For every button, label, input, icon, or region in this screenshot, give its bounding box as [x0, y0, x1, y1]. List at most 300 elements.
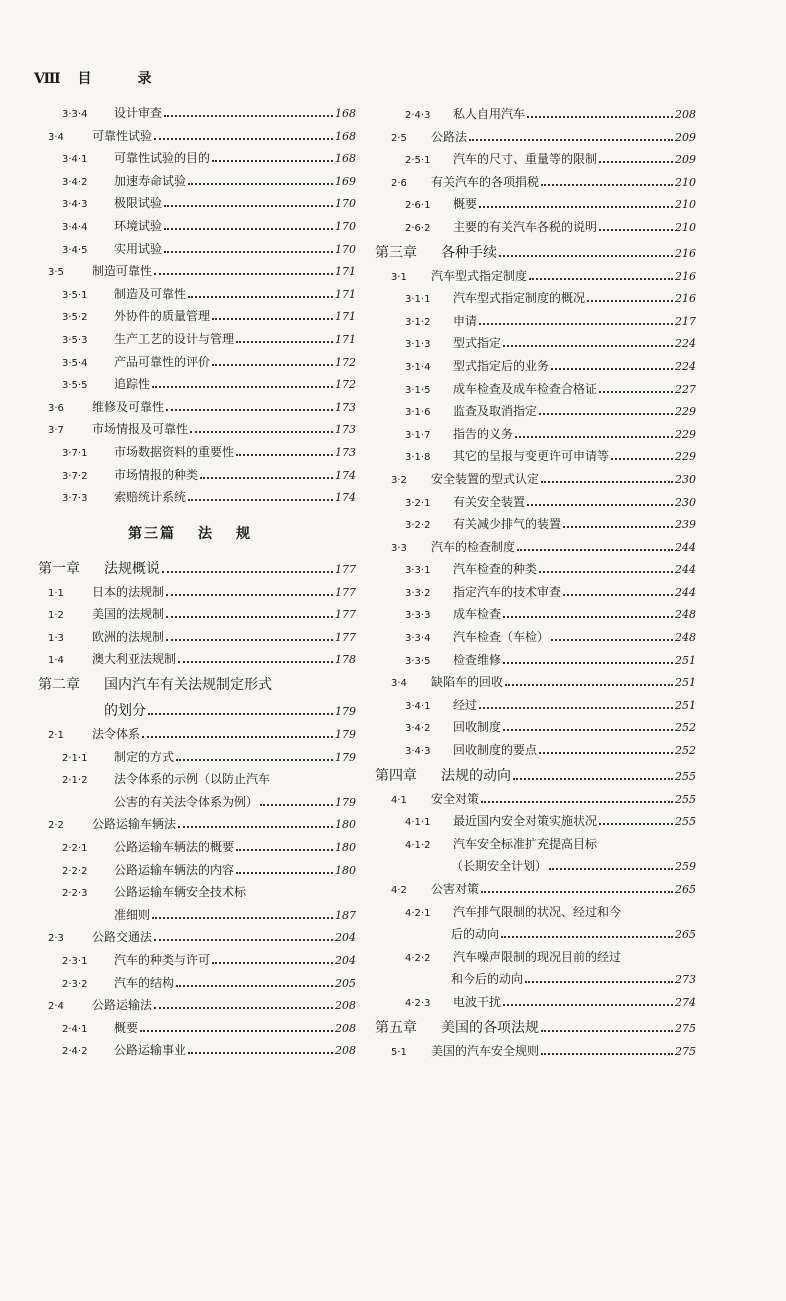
- leader-dots: [154, 1007, 333, 1009]
- toc-entry-number: 2·3: [48, 933, 64, 945]
- toc-entry: [375, 626, 696, 649]
- leader-dots: [551, 368, 673, 370]
- toc-entry-page: 255: [675, 769, 696, 783]
- leader-dots: [515, 436, 673, 438]
- toc-entry-title-cont: （长期安全计划）: [451, 859, 548, 874]
- toc-entry: [38, 125, 356, 148]
- toc-entry: [375, 241, 696, 265]
- toc-entry-title: 可靠性试验的目的: [114, 151, 211, 166]
- toc-entry-page: 168: [335, 152, 356, 166]
- leader-dots: [501, 936, 673, 938]
- toc-entry: [375, 991, 696, 1014]
- toc-entry-title: 汽车检查的种类: [453, 562, 538, 577]
- toc-entry-page: 252: [675, 744, 696, 758]
- toc-entry-title: 汽车型式指定制度的概况: [453, 291, 586, 306]
- toc-entry-title: 汽车噪声限制的现况目前的经过: [453, 949, 622, 964]
- toc-entry-number: 3·6: [48, 402, 64, 414]
- toc-entry-continuation: [375, 968, 696, 991]
- toc-entry-title: 法令体系的示例（以防止汽车: [114, 772, 271, 787]
- toc-entry-page: 171: [335, 287, 356, 301]
- toc-entry-title: 美国的各项法规: [441, 1019, 539, 1036]
- toc-entry-page: 172: [335, 378, 356, 392]
- toc-entry-title: 有关安全装置: [453, 494, 526, 509]
- toc-entry-number: 1·1: [48, 587, 64, 599]
- toc-entry-title: 指告的义务: [453, 426, 514, 441]
- toc-entry-number: 4·1: [391, 794, 407, 806]
- toc-entry-number: 3·1·8: [405, 452, 431, 464]
- toc-entry: [38, 1039, 356, 1062]
- toc-entry: [375, 126, 696, 149]
- toc-entry-number: 4·2·2: [405, 952, 431, 964]
- toc-entry-number: 3·3·4: [62, 109, 88, 120]
- toc-entry-title: 概要: [114, 1020, 139, 1035]
- toc-entry: [38, 238, 356, 261]
- toc-entry: [375, 536, 696, 559]
- toc-entry-page: 251: [675, 676, 696, 690]
- toc-entry-title: 汽车的结构: [114, 975, 175, 990]
- toc-entry-number: 3·5·4: [62, 357, 88, 369]
- toc-entry-page: 230: [675, 472, 696, 486]
- toc-entry-number: 3·2·2: [405, 520, 431, 532]
- toc-entry-title: 有关减少排气的装置: [453, 517, 562, 532]
- toc-entry-title: 回收制度的要点: [453, 743, 538, 758]
- toc-entry-page: 210: [675, 220, 696, 234]
- toc-entry-number: 3·2: [391, 474, 407, 486]
- toc-entry: [375, 716, 696, 739]
- toc-entry-title: 最近国内安全对策实施状况: [453, 814, 598, 829]
- toc-entry-number: 2·4·1: [62, 1023, 88, 1035]
- toc-entry-continuation: [375, 923, 696, 946]
- toc-entry-title: 汽车的检查制度: [431, 539, 516, 554]
- toc-entry-page: 244: [675, 563, 696, 577]
- toc-entry-title-cont: 和今后的动向: [451, 972, 524, 987]
- toc-entry-number: 3·1·1: [405, 294, 431, 306]
- leader-dots: [164, 228, 333, 230]
- toc-entry-page: 209: [675, 153, 696, 167]
- toc-entry-title: 生产工艺的设计与管理: [114, 331, 235, 346]
- toc-entry-page: 174: [335, 491, 356, 505]
- toc-entry-number: 3·5·2: [62, 312, 88, 324]
- toc-entry: [38, 881, 356, 904]
- toc-entry-title: 成车检查及成车检查合格证: [453, 381, 598, 396]
- leader-dots: [200, 477, 333, 479]
- toc-entry-page: 187: [335, 908, 356, 922]
- toc-entry-page: 179: [335, 728, 356, 742]
- toc-entry-number: 3·1·4: [405, 361, 431, 373]
- toc-entry: [38, 351, 356, 374]
- toc-entry-number: 2·2·1: [62, 843, 88, 855]
- toc-entry-title: 制造可靠性: [92, 264, 153, 279]
- toc-entry-title: 外协件的质量管理: [114, 309, 211, 324]
- toc-entry-number: 2·6: [391, 177, 407, 189]
- toc-left-column: [38, 102, 356, 1062]
- toc-entry: [38, 147, 356, 170]
- toc-entry-page: 255: [675, 792, 696, 806]
- toc-entry-number: 1·2: [48, 610, 64, 622]
- toc-entry-title: 美国的法规制: [92, 607, 165, 622]
- toc-entry-title: 成车检查: [453, 607, 502, 622]
- toc-entry-title: 公路运输事业: [114, 1043, 187, 1058]
- toc-entry: [38, 723, 356, 746]
- toc-entry: [38, 215, 356, 238]
- leader-dots: [517, 549, 673, 551]
- leader-dots: [599, 391, 673, 393]
- toc-entry-title: 安全装置的型式认定: [431, 471, 540, 486]
- toc-entry: [38, 949, 356, 972]
- toc-entry-title: 极限试验: [114, 196, 163, 211]
- toc-entry: [375, 1040, 696, 1063]
- toc-entry-number: 4·2: [391, 885, 407, 896]
- toc-entry-page: 216: [675, 246, 696, 260]
- leader-dots: [166, 409, 333, 411]
- toc-entry-number: 第三章: [375, 244, 417, 261]
- toc-entry: [38, 836, 356, 859]
- toc-entry-title: 回收制度: [453, 720, 502, 735]
- toc-entry-page: 174: [335, 468, 356, 482]
- toc-entry-number: 3·1: [391, 271, 407, 283]
- toc-entry: [375, 332, 696, 355]
- toc-entry-page: 170: [335, 219, 356, 233]
- toc-entry: [375, 423, 696, 446]
- toc-entry: [375, 355, 696, 378]
- toc-entry-page: 170: [335, 242, 356, 256]
- leader-dots: [166, 639, 333, 641]
- toc-entry: [375, 148, 696, 171]
- toc-entry-number: 3·4·4: [62, 221, 88, 233]
- leader-dots: [503, 616, 673, 618]
- leader-dots: [188, 1052, 333, 1054]
- toc-right-column: [375, 103, 696, 1062]
- leader-dots: [539, 752, 673, 754]
- toc-entry-number: 2·2: [48, 820, 64, 832]
- toc-entry: [38, 859, 356, 882]
- toc-entry-number: 3·2·1: [405, 497, 431, 509]
- toc-entry-page: 259: [675, 860, 696, 874]
- toc-entry-page: 244: [675, 585, 696, 599]
- toc-entry-title: 公路运输车辆法: [92, 817, 177, 832]
- toc-entry-page: 179: [335, 705, 356, 719]
- leader-dots: [142, 736, 333, 738]
- toc-entry-page: 168: [335, 129, 356, 143]
- toc-entry-page: 204: [335, 954, 356, 967]
- toc-entry-page: 170: [335, 197, 356, 211]
- toc-entry-page: 229: [675, 450, 696, 464]
- toc-entry-page: 224: [675, 337, 696, 351]
- toc-entry-title: 实用试验: [114, 241, 163, 256]
- toc-entry-page: 216: [675, 292, 696, 306]
- leader-dots: [212, 962, 333, 964]
- leader-dots: [236, 341, 333, 343]
- toc-entry: [38, 813, 356, 836]
- toc-entry: [38, 102, 356, 125]
- leader-dots: [527, 504, 673, 506]
- toc-entry-number: 2·1: [48, 730, 64, 742]
- toc-entry-number: 3·3·1: [405, 565, 431, 577]
- toc-entry-number: 4·2·3: [405, 997, 431, 1009]
- toc-entry-title: 各种手续: [441, 244, 497, 261]
- leader-dots: [176, 985, 333, 987]
- toc-entry-title: 公路运输车辆法的概要: [114, 840, 235, 855]
- toc-entry-number: 3·1·3: [405, 339, 431, 351]
- leader-dots: [178, 826, 333, 828]
- toc-entry-title: 型式指定后的业务: [453, 358, 550, 373]
- leader-dots: [599, 229, 673, 231]
- leader-dots: [505, 684, 673, 686]
- toc-entry-title-cont: 公害的有关法令体系为例）: [114, 794, 259, 809]
- toc-entry-number: 1·4: [48, 655, 64, 667]
- toc-entry-page: 229: [675, 427, 696, 441]
- toc-entry-number: 3·3: [391, 542, 407, 554]
- toc-entry-page: 180: [335, 863, 356, 877]
- toc-entry-number: 3·4·3: [405, 746, 431, 758]
- toc-entry-title: 索赔统计系统: [114, 490, 187, 505]
- toc-entry-number: 3·1·5: [405, 384, 431, 396]
- toc-entry-number: 3·7: [48, 425, 64, 437]
- toc-entry: [375, 694, 696, 717]
- leader-dots: [599, 161, 673, 163]
- toc-entry-page: 229: [675, 405, 696, 419]
- part-title-word: 法: [198, 525, 214, 542]
- leader-dots: [587, 300, 673, 302]
- toc-entry: [38, 581, 356, 604]
- leader-dots: [541, 1053, 673, 1055]
- toc-entry-page: 216: [675, 269, 696, 283]
- toc-entry-title: 法规的动向: [441, 767, 511, 784]
- toc-entry: [38, 673, 356, 697]
- leader-dots: [541, 481, 673, 483]
- toc-entry: [375, 764, 696, 788]
- toc-entry-page: 173: [335, 423, 356, 437]
- toc-entry-number: 3·4·1: [405, 700, 431, 712]
- toc-entry: [375, 1016, 696, 1040]
- toc-entry-page: 255: [675, 815, 696, 829]
- toc-entry: [375, 739, 696, 762]
- toc-entry-title: 公路运输法: [92, 998, 153, 1013]
- leader-dots: [188, 499, 333, 501]
- leader-dots: [541, 1030, 673, 1032]
- leader-dots: [503, 345, 673, 347]
- toc-entry-title: 日本的法规制: [92, 584, 165, 599]
- toc-entry: [38, 418, 356, 441]
- toc-entry-title: 申请: [453, 313, 478, 328]
- leader-dots: [176, 759, 333, 761]
- toc-entry-number: 第四章: [375, 767, 417, 784]
- toc-entry: [375, 103, 696, 126]
- leader-dots: [539, 571, 673, 573]
- leader-dots: [525, 981, 673, 983]
- toc-entry-number: 第二章: [38, 677, 80, 694]
- toc-entry-continuation: [38, 791, 356, 814]
- toc-entry-title: 私人自用汽车: [453, 107, 526, 121]
- toc-entry-number: 3·5·5: [62, 380, 88, 392]
- toc-entry-title: 法令体系: [92, 727, 141, 742]
- toc-entry-title: 型式指定: [453, 336, 502, 351]
- toc-entry-page: 210: [675, 175, 696, 189]
- leader-dots: [479, 323, 673, 325]
- toc-entry-number: 3·5·1: [62, 289, 88, 301]
- toc-entry-number: 2·6·1: [405, 200, 431, 212]
- toc-entry-title: 制定的方式: [114, 749, 175, 764]
- toc-entry-page: 217: [675, 314, 696, 328]
- toc-entry: [375, 468, 696, 491]
- toc-entry: [38, 994, 356, 1017]
- toc-entry-page: 274: [675, 995, 696, 1009]
- toc-entry: [375, 193, 696, 216]
- toc-entry: [375, 603, 696, 626]
- toc-entry-title: 安全对策: [431, 791, 480, 806]
- toc-entry-title: 检查维修: [453, 652, 502, 667]
- toc-entry-page: 227: [675, 382, 696, 396]
- toc-entry-number: 1·3: [48, 632, 64, 644]
- leader-dots: [164, 115, 333, 117]
- toc-entry-title: 公路法: [431, 129, 468, 144]
- toc-entry-title: 加速寿命试验: [114, 173, 187, 188]
- leader-dots: [611, 458, 673, 460]
- leader-dots: [212, 318, 333, 320]
- toc-entry-title: 制造及可靠性: [114, 286, 187, 301]
- leader-dots: [212, 364, 333, 366]
- leader-dots: [166, 594, 333, 596]
- toc-entry-number: 2·1·1: [62, 752, 88, 764]
- toc-entry-page: 275: [675, 1044, 696, 1058]
- leader-dots: [154, 138, 333, 140]
- toc-entry-page: 265: [675, 928, 696, 942]
- toc-entry-number: 3·4: [48, 131, 64, 143]
- leader-dots: [164, 251, 333, 253]
- toc-entry-page: 252: [675, 721, 696, 735]
- toc-entry: [38, 626, 356, 649]
- leader-dots: [152, 917, 333, 919]
- toc-entry-title: 指定汽车的技术审查: [453, 584, 562, 599]
- part-title: [38, 513, 356, 555]
- toc-entry: [375, 287, 696, 310]
- toc-entry-page: 224: [675, 359, 696, 373]
- toc-entry-title: 公路运输车辆法的内容: [114, 862, 235, 877]
- toc-entry-number: 4·2·1: [405, 907, 431, 919]
- toc-entry-page: 273: [675, 973, 696, 987]
- leader-dots: [481, 891, 673, 893]
- toc-entry-number: 3·7·3: [62, 493, 88, 505]
- toc-entry: [38, 260, 356, 283]
- toc-entry-page: 172: [335, 355, 356, 369]
- toc-entry: [38, 926, 356, 949]
- leader-dots: [513, 778, 673, 780]
- toc-entry: [38, 464, 356, 487]
- toc-entry: [375, 671, 696, 694]
- leader-dots: [541, 184, 673, 186]
- toc-entry-title-cont: 后的动向: [451, 927, 500, 942]
- toc-entry: [375, 445, 696, 468]
- toc-entry-title: 市场情报的种类: [114, 467, 199, 482]
- toc-entry: [38, 396, 356, 419]
- leader-dots: [539, 413, 673, 415]
- toc-entry: [375, 216, 696, 239]
- toc-entry-page: 209: [675, 130, 696, 144]
- toc-entry-number: 2·3·2: [62, 978, 88, 990]
- toc-entry: [375, 833, 696, 856]
- toc-entry-title: 法规概说: [104, 560, 160, 577]
- toc-entry-title: 缺陷车的回收: [431, 675, 504, 690]
- toc-entry: [38, 170, 356, 193]
- toc-entry-title: 有关汽车的各项捐税: [431, 174, 540, 189]
- toc-entry: [375, 788, 696, 811]
- toc-entry: [375, 491, 696, 514]
- toc-entry-number: 第五章: [375, 1019, 417, 1036]
- toc-entry-title: 汽车检查（车检）: [453, 630, 550, 645]
- toc-entry-title: 汽车的尺寸、重量等的限制: [453, 152, 598, 167]
- leader-dots: [152, 386, 333, 388]
- toc-entry-continuation: [38, 699, 356, 723]
- toc-entry-title: 其它的呈报与变更许可申请等: [453, 449, 610, 464]
- leader-dots: [549, 868, 673, 870]
- toc-entry-number: 2·5: [391, 132, 407, 144]
- toc-entry-title: 市场情报及可靠性: [92, 422, 189, 437]
- toc-entry: [375, 649, 696, 672]
- leader-dots: [188, 183, 333, 185]
- toc-entry: [38, 328, 356, 351]
- leader-dots: [599, 823, 673, 825]
- toc-entry-page: 208: [335, 999, 356, 1013]
- toc-entry: [38, 441, 356, 464]
- toc-entry-title: 电波干扰: [453, 994, 502, 1009]
- leader-dots: [563, 526, 673, 528]
- part-title-word: 第三篇: [128, 525, 176, 542]
- toc-entry: [375, 513, 696, 536]
- toc-entry: [375, 901, 696, 924]
- toc-entry-title: 公路运输车辆安全技术标: [114, 885, 247, 900]
- toc-entry: [38, 305, 356, 328]
- toc-entry-title: 主要的有关汽车各税的说明: [453, 219, 598, 234]
- toc-entry-number: 3·5·3: [62, 334, 88, 346]
- toc-entry-number: 2·1·2: [62, 775, 88, 787]
- toc-entry-title: 汽车排气限制的状况、经过和今: [453, 904, 622, 919]
- toc-entry-title: 澳大利亚法规制: [92, 652, 177, 667]
- part-title-word: 规: [236, 525, 252, 542]
- toc-entry-page: 230: [675, 495, 696, 509]
- toc-entry-number: 3·7·2: [62, 470, 88, 482]
- toc-entry-number: 3·1·2: [405, 316, 431, 328]
- toc-entry-number: 3·3·5: [405, 655, 431, 667]
- toc-entry-number: 2·4·2: [62, 1046, 88, 1058]
- toc-entry-number: 2·3·1: [62, 956, 88, 967]
- leader-dots: [527, 116, 673, 118]
- toc-entry-title: 国内汽车有关法规制定形式: [104, 677, 272, 694]
- toc-entry-title: 公路交通法: [92, 930, 153, 945]
- leader-dots: [154, 939, 333, 941]
- toc-entry-title: 市场数据资料的重要性: [114, 444, 235, 459]
- toc-entry-page: 173: [335, 400, 356, 414]
- leader-dots: [551, 639, 673, 641]
- toc-entry-number: 3·4·2: [62, 176, 88, 188]
- leader-dots: [503, 729, 673, 731]
- leader-dots: [212, 160, 333, 162]
- page-header: [34, 68, 157, 88]
- leader-dots: [178, 661, 333, 663]
- toc-entry-number: 3·3·2: [405, 587, 431, 599]
- leader-dots: [236, 454, 333, 456]
- toc-entry-page: 171: [335, 310, 356, 324]
- toc-entry-number: 2·4: [48, 1001, 64, 1013]
- toc-entry-page: 177: [335, 585, 356, 599]
- toc-entry-number: 2·6·2: [405, 222, 431, 234]
- toc-entry-number: 4·1·1: [405, 817, 431, 829]
- toc-entry-page: 248: [675, 608, 696, 622]
- toc-entry: [38, 768, 356, 791]
- toc-entry-number: 第一章: [38, 560, 80, 577]
- toc-entry: [375, 810, 696, 833]
- toc-entry-page: 208: [335, 1021, 356, 1035]
- toc-entry-page: 171: [335, 265, 356, 279]
